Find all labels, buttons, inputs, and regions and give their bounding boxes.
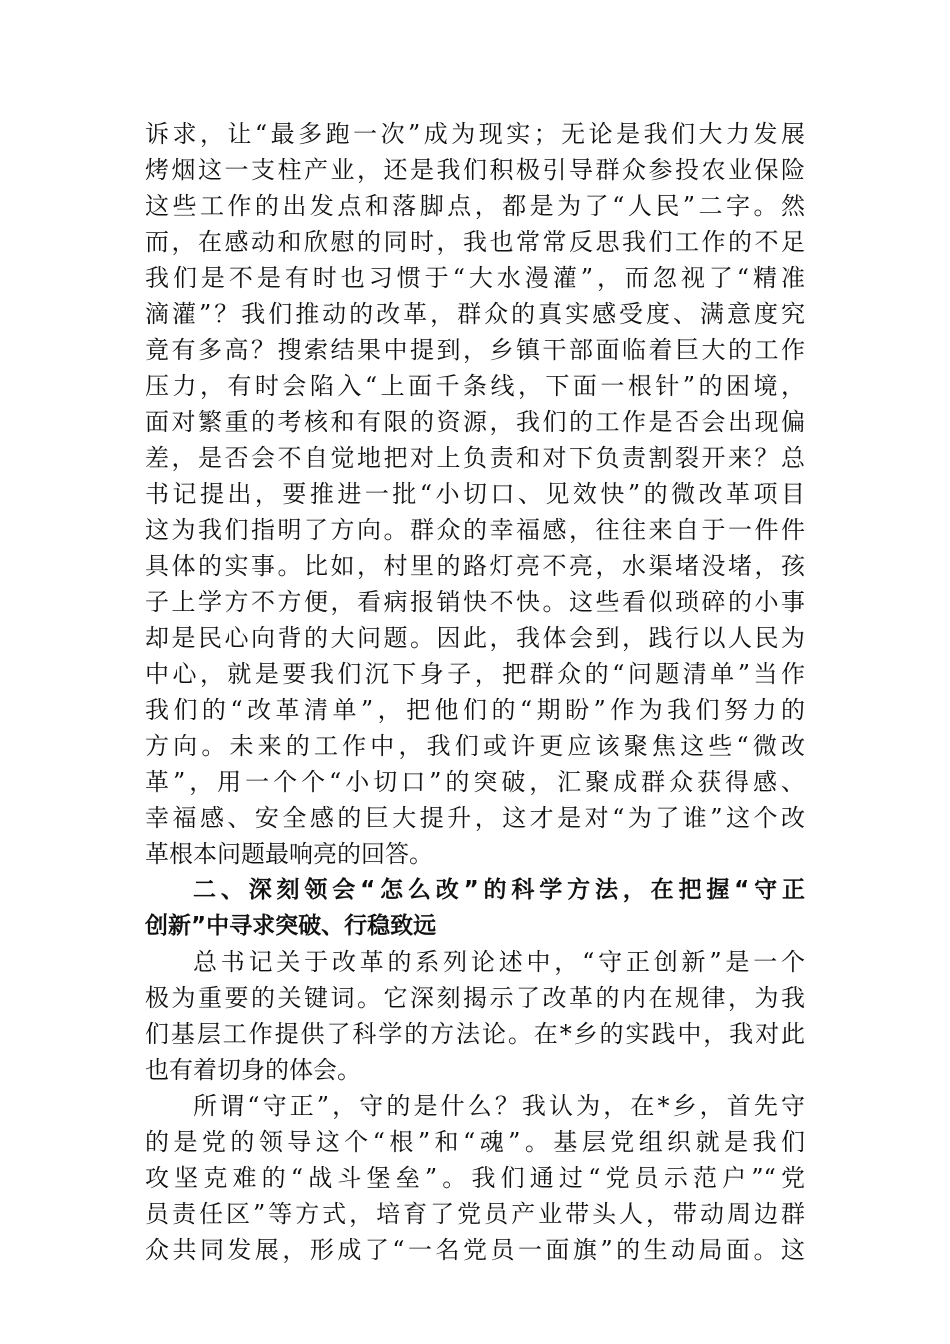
text-line: 而，在感动和欣慰的同时，我也常常反思我们工作的不足: [145, 228, 805, 256]
text-line: 面对繁重的考核和有限的资源，我们的工作是否会出现偏: [145, 408, 805, 436]
text-line: 这为我们指明了方向。群众的幸福感，往往来自于一件件: [145, 516, 805, 544]
text-line: 书记提出，要推进一批“小切口、见效快”的微改革项目: [145, 480, 805, 508]
paragraph-party-leadership: [145, 1088, 805, 1268]
text-line: 们基层工作提供了科学的方法论。在*乡的实践中，我对此: [145, 1020, 805, 1048]
text-line: 这些工作的出发点和落脚点，都是为了“人民”二字。然: [145, 192, 805, 220]
text-line: 幸福感、安全感的巨大提升，这才是对“为了谁”这个改: [145, 804, 805, 832]
text-line: 也有着切身的体会。: [145, 1056, 361, 1084]
text-line: 极为重要的关键词。它深刻揭示了改革的内在规律，为我: [145, 984, 805, 1012]
text-line: 烤烟这一支柱产业，还是我们积极引导群众参投农业保险: [145, 156, 805, 184]
text-line: 我们是不是有时也习惯于“大水漫灌”，而忽视了“精准: [145, 264, 805, 292]
text-line: 中心，就是要我们沉下身子，把群众的“问题清单”当作: [145, 660, 805, 688]
text-line: 子上学方不方便，看病报销快不快。这些看似琐碎的小事: [145, 588, 805, 616]
text-line: 革”，用一个个“小切口”的突破，汇聚成群众获得感、: [145, 768, 805, 796]
text-line: 的是党的领导这个“根”和“魂”。基层党组织就是我们: [145, 1128, 805, 1156]
text-line: 差，是否会不自觉地把对上负责和对下负责割裂开来？总: [145, 444, 805, 472]
heading-line: 创新”中寻求突破、行稳致远: [145, 913, 437, 939]
document-page: [145, 116, 805, 1268]
section-heading: [145, 872, 805, 944]
paragraph-reform-for-people: [145, 116, 805, 872]
text-line: 诉求，让“最多跑一次”成为现实；无论是我们大力发展: [145, 120, 805, 148]
text-line: 却是民心向背的大问题。因此，我体会到，践行以人民为: [145, 624, 805, 652]
text-line: 滴灌”？我们推动的改革，群众的真实感受度、满意度究: [145, 300, 805, 328]
heading-line: 二、深刻领会“怎么改”的科学方法，在把握“守正: [193, 877, 805, 903]
paragraph-keep-integrity-innovate: [145, 944, 805, 1088]
text-line: 攻坚克难的“战斗堡垒”。我们通过“党员示范户”“党: [145, 1164, 805, 1192]
text-line: 具体的实事。比如，村里的路灯亮不亮，水渠堵没堵，孩: [145, 552, 805, 580]
text-line: 总书记关于改革的系列论述中，“守正创新”是一个: [193, 948, 805, 976]
text-line: 方向。未来的工作中，我们或许更应该聚焦这些“微改: [145, 732, 805, 760]
text-line: 所谓“守正”，守的是什么？我认为，在*乡，首先守: [193, 1092, 805, 1120]
text-line: 革根本问题最响亮的回答。: [145, 840, 433, 868]
text-line: 员责任区”等方式，培育了党员产业带头人，带动周边群: [145, 1200, 805, 1228]
text-line: 压力，有时会陷入“上面千条线，下面一根针”的困境，: [145, 372, 805, 400]
text-line: 我们的“改革清单”，把他们的“期盼”作为我们努力的: [145, 696, 805, 724]
text-line: 竟有多高？搜索结果中提到，乡镇干部面临着巨大的工作: [145, 336, 805, 364]
text-line: 众共同发展，形成了“一名党员一面旗”的生动局面。这: [145, 1236, 805, 1264]
